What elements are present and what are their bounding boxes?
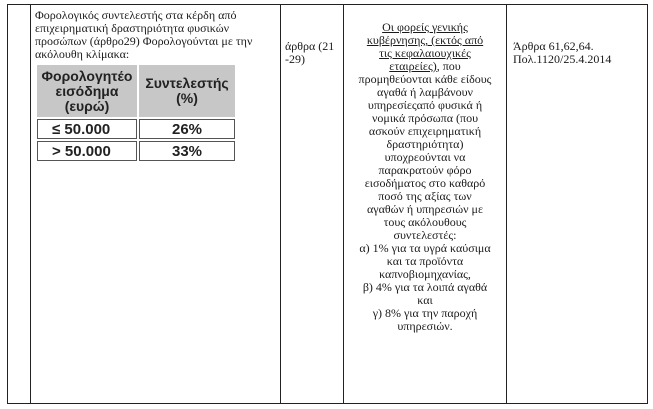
subjects-link-line: τις κεφαλαιουχικές [379, 46, 471, 60]
articles-text: άρθρα (21 -29) [285, 39, 335, 66]
subjects-line: αγαθών ή υπηρεσιών με [366, 202, 484, 216]
subjects-line: καπνοβιομηχανίας, [379, 267, 471, 281]
tax-scale-table [35, 63, 237, 163]
income-bracket: > 50.000 [37, 141, 137, 161]
subjects-line: γ) 8% για την παροχή [372, 306, 478, 320]
tax-scale-row [37, 119, 235, 139]
subjects-link-line: κυβέρνησης, (εκτός από [366, 33, 484, 47]
subjects-line: υποχρεούνται να [384, 150, 466, 164]
tax-scale-header-row [37, 65, 235, 117]
subjects-link-line: εταιρείες) [389, 59, 437, 73]
description-cell [31, 5, 281, 404]
subjects-line: συντελεστές: [393, 228, 457, 242]
rate-header: Συντελεστής (%) [139, 65, 235, 117]
law-reference-text: Άρθρα 61,62,64. Πολ.1120/25.4.2014 [513, 39, 612, 66]
tax-scale-row [37, 141, 235, 161]
subjects-line: β) 4% για τα λοιπά αγαθά [362, 280, 488, 294]
subjects-line: ασκούν επιχειρηματική [368, 124, 482, 138]
rate-value: 33% [139, 141, 235, 161]
income-bracket: ≤ 50.000 [37, 119, 137, 139]
subjects-line: δραστηριότητα) [386, 137, 464, 151]
subjects-line: , που [436, 59, 461, 73]
subjects-cell [344, 5, 507, 404]
subjects-line: τους ακόλουθους [383, 215, 467, 229]
articles-cell [281, 5, 344, 404]
blank-cell [8, 5, 31, 404]
rate-value: 26% [139, 119, 235, 139]
subjects-line: ποσό της αξίας των [378, 189, 472, 203]
subjects-line: αγαθά ή λαμβάνουν [377, 85, 473, 99]
subjects-link-line: Οι φορείς γενικής [382, 20, 468, 34]
subjects-line: α) 1% για τα υγρά καύσιμα [359, 241, 491, 255]
income-header: Φορολογητέο εισόδημα (ευρώ) [37, 65, 137, 117]
subjects-line: υπηρεσιών. [397, 319, 453, 333]
subjects-line: και [417, 293, 433, 307]
subjects-line: εισοδήματος στο καθαρό [364, 176, 486, 190]
subjects-line: παρακρατούν φόρο [378, 163, 472, 177]
subjects-line: προμηθεύονται κάθε είδους [358, 72, 492, 86]
document-table [7, 4, 648, 404]
table-row [8, 5, 648, 404]
subjects-line: νομικά πρόσωπα (που [371, 111, 479, 125]
subjects-line: και τα προϊόντα [386, 254, 464, 268]
law-reference-cell [507, 5, 648, 404]
subjects-line: υπηρεσίεςαπό φυσικά ή [367, 98, 483, 112]
description-text: Φορολογικός συντελεστής στα κέρδη από επιχειρηματική δραστηριότητα φυσικών προσώπων (άρθρο29) Φορολογούνται με την ακόλουθη κλίμακα: [35, 8, 253, 61]
